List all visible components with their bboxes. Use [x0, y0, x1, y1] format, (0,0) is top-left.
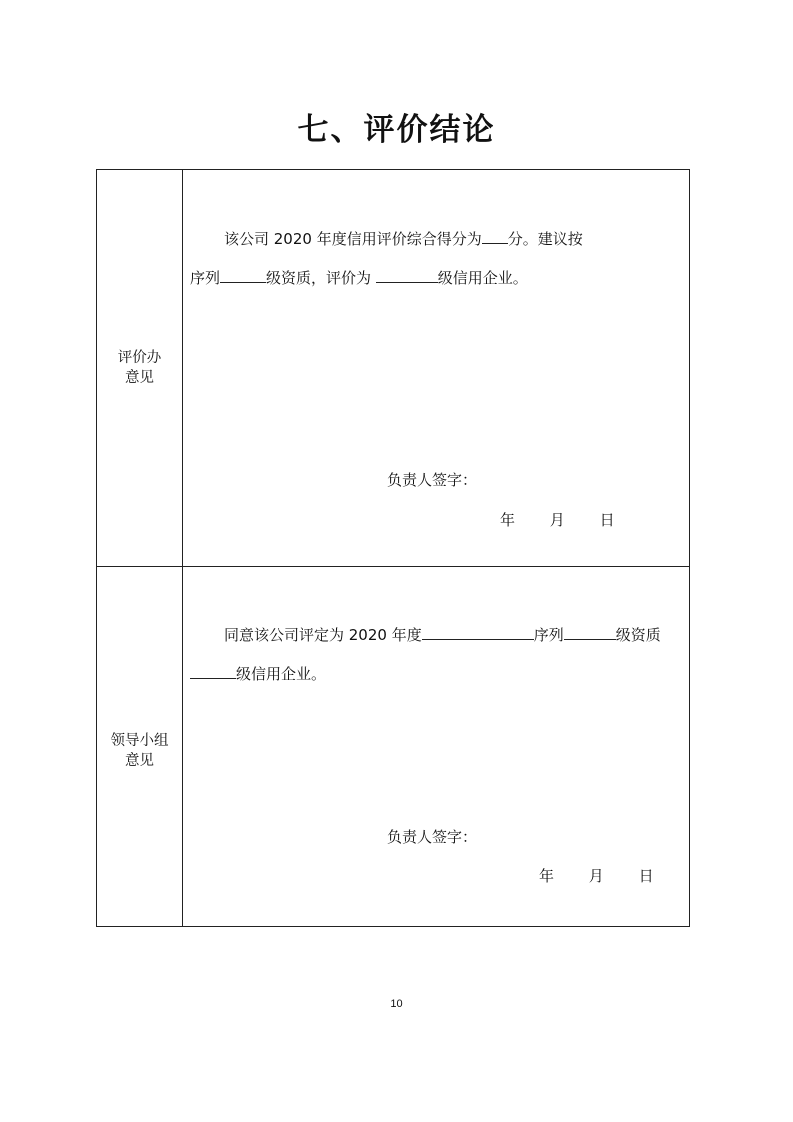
- section2-year: 年: [539, 867, 555, 885]
- section1-label-line1: 评价办: [117, 350, 162, 366]
- column-divider: [182, 170, 183, 926]
- credit-level2-text: 级信用企业。: [236, 665, 327, 683]
- section2-date: [539, 865, 654, 886]
- agree-text: 同意该公司评定为 2020 年度: [224, 626, 422, 644]
- qualification2-text: 级资质: [615, 626, 661, 644]
- year-sequence-blank[interactable]: [422, 624, 534, 640]
- qualification-level-blank[interactable]: [564, 624, 616, 640]
- section1-month: 月: [549, 511, 565, 529]
- sequence-blank[interactable]: [220, 267, 266, 283]
- row-divider: [97, 566, 689, 567]
- section1-label-line2: 意见: [125, 370, 154, 386]
- section2-month: 月: [588, 867, 604, 885]
- section1-sentence-line2: [190, 267, 528, 288]
- page-title: 七、评价结论: [297, 112, 496, 148]
- section2-label-line2: 意见: [125, 753, 154, 769]
- section1-date: [500, 509, 615, 530]
- score-blank[interactable]: [482, 228, 508, 244]
- section1-label: [97, 348, 182, 388]
- sequence2-text: 序列: [533, 626, 564, 644]
- evaluation-table: [96, 169, 690, 927]
- section2-label: [97, 731, 182, 771]
- section2-sentence-line1: [224, 624, 661, 645]
- credit-level-blank[interactable]: [376, 267, 438, 283]
- section2-signature: 负责人签字：: [387, 828, 478, 846]
- section2-label-line1: 领导小组: [110, 733, 169, 749]
- credit-level-text: 级信用企业。: [437, 269, 528, 287]
- section2-sentence-line2: [190, 663, 326, 684]
- page-number: 10: [390, 998, 403, 1010]
- section1-year: 年: [500, 511, 516, 529]
- section1-sentence-line1: [224, 228, 583, 249]
- section1-day: 日: [599, 511, 615, 529]
- qualification-text: 级资质，评价为: [266, 269, 376, 287]
- section2-day: 日: [638, 867, 654, 885]
- score-text: 该公司 2020 年度信用评价综合得分为: [224, 230, 482, 248]
- section1-signature: 负责人签字：: [387, 471, 478, 489]
- credit-level2-blank[interactable]: [190, 663, 236, 679]
- suggest-text: 分。建议按: [507, 230, 583, 248]
- sequence-text: 序列: [190, 269, 221, 287]
